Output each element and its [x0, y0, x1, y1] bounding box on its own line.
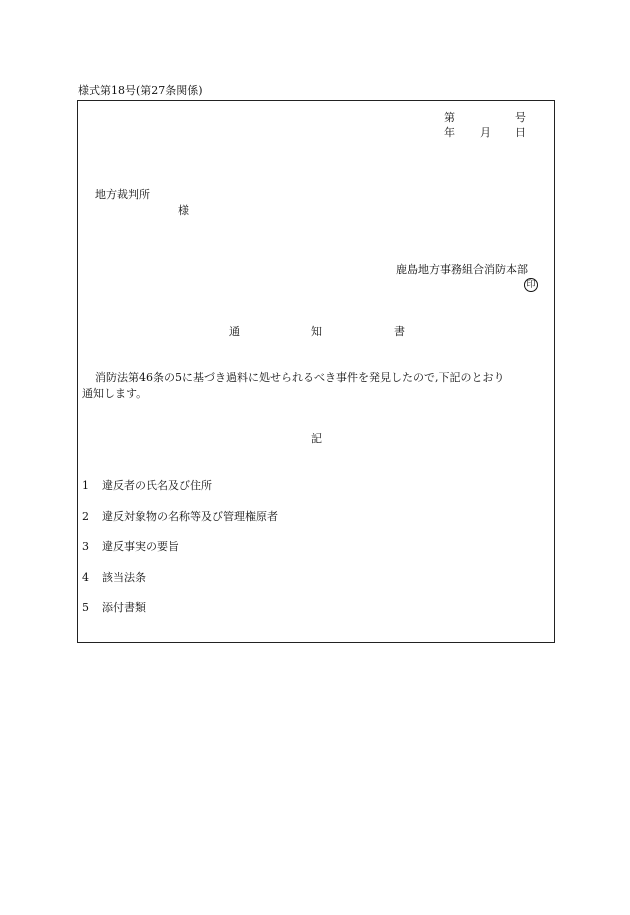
title-char-1: 通 — [229, 325, 240, 338]
item-number: 2 — [82, 510, 89, 523]
item-label: 違反者の氏名及び住所 — [102, 479, 212, 492]
item-label: 違反対象物の名称等及び管理権原者 — [102, 510, 278, 523]
body-line-1: 消防法第46条の5に基づき過料に処せられるべき事件を発見したので,下記のとおり — [95, 371, 505, 384]
item-label: 違反事実の要旨 — [102, 540, 179, 553]
item-number: 4 — [82, 571, 89, 584]
date-year: 年 — [444, 126, 455, 139]
addressee-honorific: 様 — [178, 204, 189, 217]
body-line-2: 通知します。 — [82, 387, 148, 400]
item-number: 5 — [82, 601, 89, 614]
item-number: 3 — [82, 540, 89, 553]
item-label: 該当法条 — [102, 571, 146, 584]
number-prefix: 第 — [444, 111, 455, 124]
list-item — [82, 572, 146, 583]
list-item — [82, 480, 212, 491]
list-item — [82, 541, 179, 552]
title-char-2: 知 — [311, 325, 322, 338]
sender-organization: 鹿島地方事務組合消防本部 — [396, 263, 528, 276]
date-day: 日 — [515, 126, 526, 139]
item-number: 1 — [82, 479, 89, 492]
form-number-label: 様式第18号(第27条関係) — [78, 84, 203, 97]
title-char-3: 書 — [394, 325, 405, 338]
ki-heading: 記 — [311, 432, 322, 445]
date-month: 月 — [480, 126, 491, 139]
item-label: 添付書類 — [102, 601, 146, 614]
seal-mark: 印 — [524, 278, 538, 292]
number-suffix: 号 — [515, 111, 526, 124]
list-item — [82, 511, 278, 522]
list-item — [82, 602, 146, 613]
addressee-court: 地方裁判所 — [95, 188, 150, 201]
